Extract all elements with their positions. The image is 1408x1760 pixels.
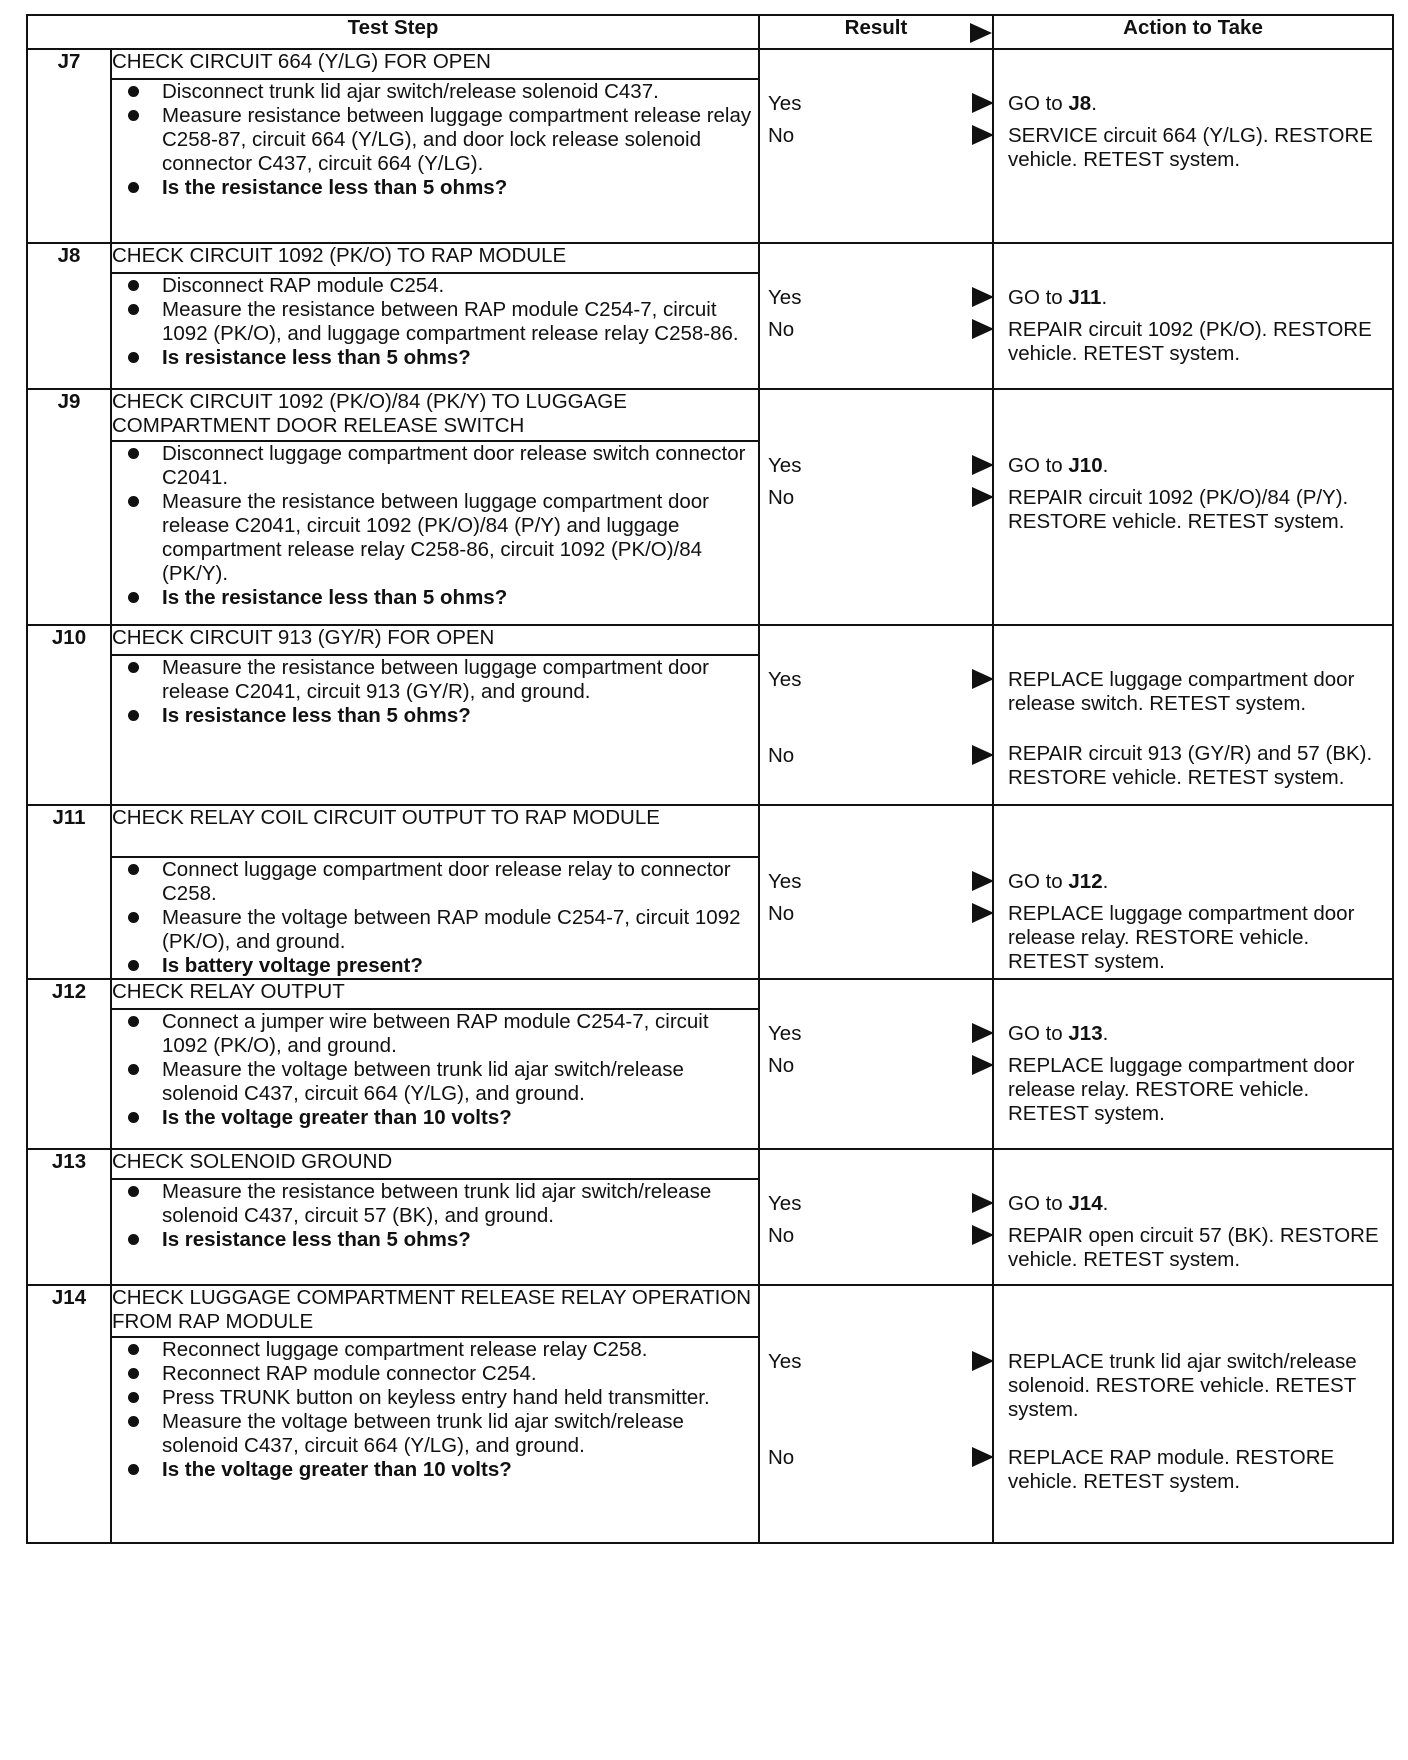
step-instruction xyxy=(112,1338,758,1362)
bullet-text: Measure the resistance between RAP module C254-7, circuit 1092 (PK/O), and luggage compartment release relay C258-86. xyxy=(162,298,739,345)
step-instruction xyxy=(112,1010,758,1058)
result-no xyxy=(768,1224,992,1252)
step-instructions xyxy=(111,857,759,979)
action-text xyxy=(1008,1224,1384,1272)
action-step-reference[interactable]: J14 xyxy=(1068,1192,1103,1215)
action-text xyxy=(1008,1446,1384,1494)
result-no xyxy=(768,744,992,772)
action-instruction: REPAIR circuit 913 (GY/R) and 57 (BK). RESTORE vehicle. RETEST system. xyxy=(1008,742,1373,789)
right-arrow-icon xyxy=(972,93,994,113)
result-yes xyxy=(768,92,992,120)
action-instruction: SERVICE circuit 664 (Y/LG). RESTORE vehicle. RETEST system. xyxy=(1008,124,1373,171)
step-instructions xyxy=(111,1009,759,1149)
step-id: J10 xyxy=(27,625,111,805)
result-yes xyxy=(768,668,992,696)
result-yes xyxy=(768,1192,992,1220)
action-punctuation: . xyxy=(1102,1022,1109,1045)
result-yes xyxy=(768,870,992,898)
bullet-text: Press TRUNK button on keyless entry hand held transmitter. xyxy=(162,1386,710,1409)
bullet-icon xyxy=(128,1064,139,1075)
bullet-text: Is resistance less than 5 ohms? xyxy=(162,346,471,369)
step-instruction xyxy=(112,858,758,906)
bullet-text: Is resistance less than 5 ohms? xyxy=(162,704,471,727)
bullet-icon xyxy=(128,1392,139,1403)
action-punctuation: . xyxy=(1101,286,1108,309)
result-no xyxy=(768,902,992,930)
step-question xyxy=(112,704,758,728)
result-label: No xyxy=(768,124,795,147)
step-question xyxy=(112,346,758,370)
step-title-row xyxy=(27,1149,1393,1179)
action-instruction: REPLACE RAP module. RESTORE vehicle. RETEST system. xyxy=(1008,1446,1335,1493)
bullet-text: Measure the voltage between trunk lid ajar switch/release solenoid C437, circuit 664 (Y/LG), and ground. xyxy=(162,1410,684,1457)
pinpoint-test-table xyxy=(26,14,1394,1544)
bullet-icon xyxy=(128,110,139,121)
bullet-text: Measure the voltage between RAP module C254-7, circuit 1092 (PK/O), and ground. xyxy=(162,906,741,953)
step-title: CHECK RELAY OUTPUT xyxy=(111,979,759,1009)
step-question xyxy=(112,954,758,978)
right-arrow-icon xyxy=(972,1351,994,1371)
result-label: Yes xyxy=(768,286,802,309)
step-instruction xyxy=(112,1058,758,1106)
bullet-text: Reconnect RAP module connector C254. xyxy=(162,1362,537,1385)
step-title-row xyxy=(27,1285,1393,1337)
bullet-icon xyxy=(128,1416,139,1427)
diagnostic-procedure-page xyxy=(26,14,1392,1544)
bullet-icon xyxy=(128,662,139,673)
step-actions xyxy=(993,979,1393,1149)
action-text xyxy=(1008,1054,1384,1126)
step-actions xyxy=(993,1149,1393,1285)
step-instruction xyxy=(112,80,758,104)
step-id: J11 xyxy=(27,805,111,979)
step-bullet-list xyxy=(112,442,758,610)
step-actions xyxy=(993,805,1393,979)
bullet-text: Reconnect luggage compartment release relay C258. xyxy=(162,1338,648,1361)
result-label: No xyxy=(768,902,795,925)
step-actions xyxy=(993,389,1393,625)
right-arrow-icon xyxy=(972,745,994,765)
step-results xyxy=(759,243,993,389)
right-arrow-icon xyxy=(972,287,994,307)
step-title-row xyxy=(27,979,1393,1009)
step-id: J14 xyxy=(27,1285,111,1543)
bullet-text: Measure the resistance between trunk lid ajar switch/release solenoid C437, circuit 57 (BK), and ground. xyxy=(162,1180,712,1227)
step-id: J12 xyxy=(27,979,111,1149)
result-no xyxy=(768,1446,992,1474)
action-instruction: GO to xyxy=(1008,454,1069,477)
bullet-icon xyxy=(128,304,139,315)
bullet-icon xyxy=(128,86,139,97)
action-text xyxy=(1008,1350,1384,1422)
result-yes xyxy=(768,286,992,314)
result-yes xyxy=(768,454,992,482)
action-text xyxy=(1008,124,1384,172)
result-label: No xyxy=(768,318,795,341)
result-label: No xyxy=(768,744,795,767)
step-instruction xyxy=(112,1362,758,1386)
step-instruction xyxy=(112,442,758,490)
bullet-text: Disconnect RAP module C254. xyxy=(162,274,445,297)
result-no xyxy=(768,318,992,346)
bullet-icon xyxy=(128,352,139,363)
step-instructions xyxy=(111,655,759,805)
bullet-icon xyxy=(128,1112,139,1123)
step-bullet-list xyxy=(112,656,758,728)
result-no xyxy=(768,124,992,152)
step-title: CHECK CIRCUIT 1092 (PK/O) TO RAP MODULE xyxy=(111,243,759,273)
header-result xyxy=(759,15,993,49)
header-result-label: Result xyxy=(844,16,908,39)
action-text xyxy=(1008,92,1384,116)
step-title-row xyxy=(27,805,1393,857)
action-text xyxy=(1008,902,1384,974)
result-label: Yes xyxy=(768,1022,802,1045)
bullet-text: Measure the resistance between luggage compartment door release C2041, circuit 913 (GY/R), and ground. xyxy=(162,656,709,703)
action-step-reference[interactable]: J13 xyxy=(1068,1022,1103,1045)
right-arrow-icon xyxy=(972,871,994,891)
action-instruction: REPLACE trunk lid ajar switch/release solenoid. RESTORE vehicle. RETEST system. xyxy=(1008,1350,1357,1421)
step-question xyxy=(112,176,758,200)
step-question xyxy=(112,1458,758,1482)
step-title-row xyxy=(27,243,1393,273)
result-label: No xyxy=(768,1054,795,1077)
result-no xyxy=(768,486,992,514)
step-instruction xyxy=(112,1410,758,1458)
bullet-icon xyxy=(128,182,139,193)
bullet-icon xyxy=(128,1344,139,1355)
action-step-reference[interactable]: J12 xyxy=(1068,870,1103,893)
right-arrow-icon xyxy=(972,669,994,689)
step-results xyxy=(759,1149,993,1285)
action-instruction: GO to xyxy=(1008,92,1069,115)
action-text xyxy=(1008,668,1384,716)
step-title: CHECK RELAY COIL CIRCUIT OUTPUT TO RAP MODULE xyxy=(111,805,759,857)
step-actions xyxy=(993,49,1393,243)
action-instruction: REPLACE luggage compartment door release switch. RETEST system. xyxy=(1008,668,1355,715)
result-label: Yes xyxy=(768,870,802,893)
result-yes xyxy=(768,1350,992,1378)
step-instruction xyxy=(112,274,758,298)
result-label: No xyxy=(768,486,795,509)
step-title-row xyxy=(27,625,1393,655)
step-title-row xyxy=(27,49,1393,79)
step-bullet-list xyxy=(112,1010,758,1130)
step-results xyxy=(759,979,993,1149)
step-instructions xyxy=(111,1337,759,1543)
result-yes xyxy=(768,1022,992,1050)
bullet-icon xyxy=(128,960,139,971)
result-no xyxy=(768,1054,992,1082)
step-instructions xyxy=(111,273,759,389)
result-label: Yes xyxy=(768,1350,802,1373)
bullet-icon xyxy=(128,710,139,721)
right-arrow-icon xyxy=(972,1023,994,1043)
step-question xyxy=(112,1106,758,1130)
right-arrow-icon xyxy=(972,903,994,923)
step-bullet-list xyxy=(112,1338,758,1482)
bullet-icon xyxy=(128,1464,139,1475)
result-label: Yes xyxy=(768,668,802,691)
bullet-text: Disconnect trunk lid ajar switch/release solenoid C437. xyxy=(162,80,659,103)
step-title: CHECK CIRCUIT 664 (Y/LG) FOR OPEN xyxy=(111,49,759,79)
table-body xyxy=(27,49,1393,1543)
step-actions xyxy=(993,1285,1393,1543)
step-actions xyxy=(993,625,1393,805)
step-id: J8 xyxy=(27,243,111,389)
action-step-reference[interactable]: J11 xyxy=(1068,286,1102,309)
step-results xyxy=(759,805,993,979)
action-instruction: GO to xyxy=(1008,1192,1069,1215)
step-id: J13 xyxy=(27,1149,111,1285)
header-action: Action to Take xyxy=(993,15,1393,49)
step-instruction xyxy=(112,298,758,346)
table-header-row xyxy=(27,15,1393,49)
step-id: J9 xyxy=(27,389,111,625)
result-label: Yes xyxy=(768,92,802,115)
right-arrow-icon xyxy=(972,125,994,145)
step-question xyxy=(112,1228,758,1252)
action-step-reference[interactable]: J10 xyxy=(1068,454,1103,477)
bullet-text: Measure resistance between luggage compartment release relay C258-87, circuit 664 (Y/LG), and door lock release solenoid connector C437, circuit 664 (Y/LG). xyxy=(162,104,752,175)
header-test-step: Test Step xyxy=(27,15,759,49)
step-instruction xyxy=(112,490,758,586)
result-label: No xyxy=(768,1224,795,1247)
step-instruction xyxy=(112,104,758,176)
step-title-row xyxy=(27,389,1393,441)
step-bullet-list xyxy=(112,858,758,978)
action-punctuation: . xyxy=(1102,454,1109,477)
bullet-text: Is battery voltage present? xyxy=(162,954,423,977)
action-text xyxy=(1008,870,1384,894)
bullet-icon xyxy=(128,280,139,291)
action-text xyxy=(1008,1192,1384,1216)
step-instruction xyxy=(112,1180,758,1228)
bullet-text: Measure the voltage between trunk lid ajar switch/release solenoid C437, circuit 664 (Y/LG), and ground. xyxy=(162,1058,684,1105)
step-instructions xyxy=(111,1179,759,1285)
action-text xyxy=(1008,742,1384,790)
step-results xyxy=(759,49,993,243)
step-instructions xyxy=(111,441,759,625)
bullet-icon xyxy=(128,592,139,603)
action-instruction: REPAIR circuit 1092 (PK/O). RESTORE vehicle. RETEST system. xyxy=(1008,318,1372,365)
step-instruction xyxy=(112,656,758,704)
action-punctuation: . xyxy=(1102,1192,1109,1215)
right-arrow-icon xyxy=(972,455,994,475)
bullet-text: Is the resistance less than 5 ohms? xyxy=(162,586,508,609)
bullet-icon xyxy=(128,1234,139,1245)
bullet-icon xyxy=(128,864,139,875)
bullet-text: Measure the resistance between luggage compartment door release C2041, circuit 1092 (PK/O)/84 (P/Y) and luggage compartment release relay C258-86, circuit 1092 (PK/O)/84 (PK/Y). xyxy=(162,490,709,585)
bullet-text: Connect a jumper wire between RAP module C254-7, circuit 1092 (PK/O), and ground. xyxy=(162,1010,709,1057)
bullet-icon xyxy=(128,1186,139,1197)
step-results xyxy=(759,625,993,805)
action-text xyxy=(1008,486,1384,534)
step-results xyxy=(759,389,993,625)
bullet-icon xyxy=(128,496,139,507)
action-text xyxy=(1008,454,1384,478)
action-text xyxy=(1008,318,1384,366)
right-arrow-icon xyxy=(972,1055,994,1075)
result-label: Yes xyxy=(768,454,802,477)
action-instruction: GO to xyxy=(1008,870,1069,893)
step-actions xyxy=(993,243,1393,389)
bullet-text: Is the resistance less than 5 ohms? xyxy=(162,176,508,199)
bullet-text: Disconnect luggage compartment door release switch connector C2041. xyxy=(162,442,746,489)
step-bullet-list xyxy=(112,1180,758,1252)
step-title: CHECK SOLENOID GROUND xyxy=(111,1149,759,1179)
action-text xyxy=(1008,286,1384,310)
step-title: CHECK CIRCUIT 913 (GY/R) FOR OPEN xyxy=(111,625,759,655)
bullet-icon xyxy=(128,912,139,923)
step-bullet-list xyxy=(112,80,758,200)
step-id: J7 xyxy=(27,49,111,243)
step-title: CHECK LUGGAGE COMPARTMENT RELEASE RELAY OPERATION FROM RAP MODULE xyxy=(111,1285,759,1337)
action-instruction: GO to xyxy=(1008,1022,1069,1045)
right-arrow-icon xyxy=(972,1193,994,1213)
step-instructions xyxy=(111,79,759,243)
action-punctuation: . xyxy=(1102,870,1109,893)
result-label: Yes xyxy=(768,1192,802,1215)
step-instruction xyxy=(112,1386,758,1410)
action-punctuation: . xyxy=(1091,92,1097,115)
action-instruction: GO to xyxy=(1008,286,1069,309)
action-instruction: REPLACE luggage compartment door release relay. RESTORE vehicle. RETEST system. xyxy=(1008,1054,1355,1125)
action-step-reference[interactable]: J8 xyxy=(1068,92,1092,115)
right-arrow-icon xyxy=(972,1447,994,1467)
action-instruction: REPLACE luggage compartment door release relay. RESTORE vehicle. RETEST system. xyxy=(1008,902,1355,973)
action-instruction: REPAIR circuit 1092 (PK/O)/84 (P/Y). RESTORE vehicle. RETEST system. xyxy=(1008,486,1349,533)
bullet-text: Is resistance less than 5 ohms? xyxy=(162,1228,471,1251)
step-title: CHECK CIRCUIT 1092 (PK/O)/84 (PK/Y) TO LUGGAGE COMPARTMENT DOOR RELEASE SWITCH xyxy=(111,389,759,441)
step-question xyxy=(112,586,758,610)
step-bullet-list xyxy=(112,274,758,370)
bullet-text: Is the voltage greater than 10 volts? xyxy=(162,1458,512,1481)
right-arrow-icon xyxy=(972,1225,994,1245)
bullet-icon xyxy=(128,448,139,459)
step-instruction xyxy=(112,906,758,954)
result-label: No xyxy=(768,1446,795,1469)
bullet-icon xyxy=(128,1368,139,1379)
action-text xyxy=(1008,1022,1384,1046)
bullet-text: Connect luggage compartment door release relay to connector C258. xyxy=(162,858,731,905)
right-arrow-icon xyxy=(970,23,992,43)
step-results xyxy=(759,1285,993,1543)
bullet-icon xyxy=(128,1016,139,1027)
action-instruction: REPAIR open circuit 57 (BK). RESTORE vehicle. RETEST system. xyxy=(1008,1224,1379,1271)
right-arrow-icon xyxy=(972,487,994,507)
bullet-text: Is the voltage greater than 10 volts? xyxy=(162,1106,512,1129)
right-arrow-icon xyxy=(972,319,994,339)
